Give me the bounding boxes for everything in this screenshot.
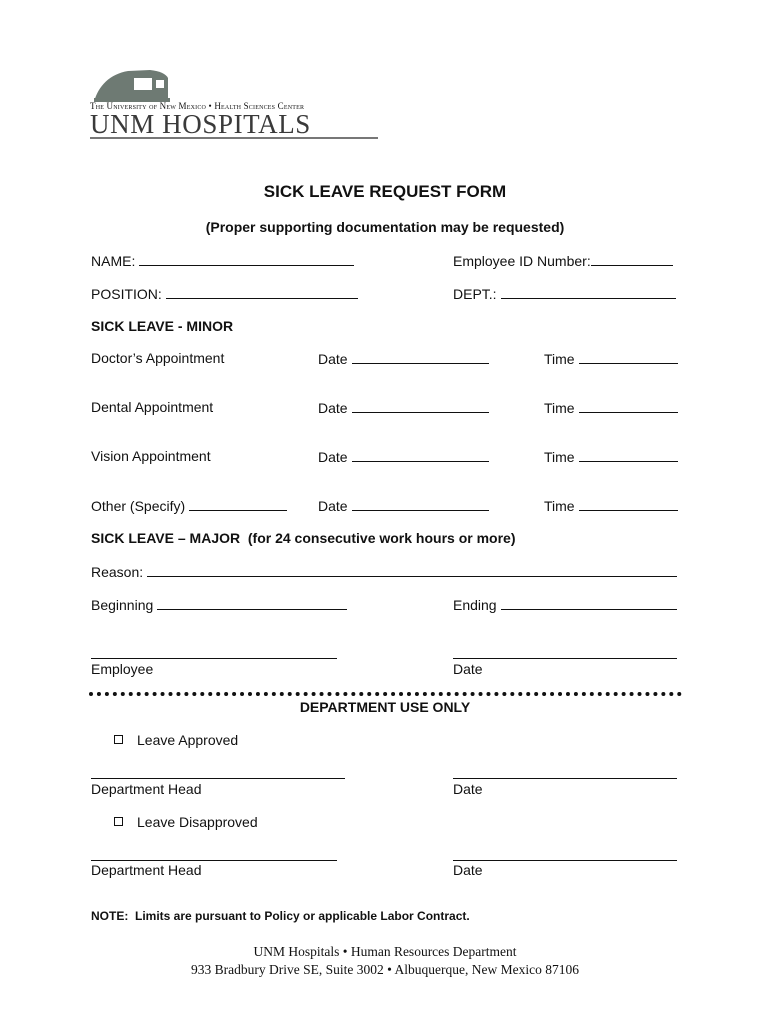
other-specify-field[interactable]	[189, 497, 287, 511]
other-time	[544, 497, 678, 514]
vision-label: Vision Appointment	[91, 448, 211, 464]
ending-field[interactable]	[501, 596, 677, 610]
doctor-label: Doctor’s Appointment	[91, 350, 225, 366]
name-field[interactable]	[139, 252, 354, 266]
dotted-divider	[89, 692, 682, 696]
time-label: Time	[544, 498, 575, 514]
employee-date-line[interactable]	[453, 658, 677, 659]
date-label: Date	[318, 351, 348, 367]
disapproved-date-line[interactable]	[453, 860, 677, 861]
dental-row-label	[91, 399, 213, 415]
beginning-label: Beginning	[91, 597, 154, 613]
approved-date-label: Date	[453, 781, 483, 797]
disapproved-checkbox[interactable]	[114, 817, 123, 826]
note-text: NOTE: Limits are pursuant to Policy or applicable Labor Contract.	[91, 909, 470, 923]
employee-id-row	[453, 252, 673, 269]
date-label: Date	[318, 400, 348, 416]
employee-id-field[interactable]	[591, 252, 673, 266]
building-logo-icon	[90, 68, 172, 102]
employee-signature-line[interactable]	[91, 658, 337, 659]
dental-label: Dental Appointment	[91, 399, 214, 415]
dental-date	[318, 399, 489, 416]
other-row-label	[91, 497, 287, 514]
dental-date-field[interactable]	[352, 399, 489, 413]
beginning-field[interactable]	[157, 596, 347, 610]
position-field[interactable]	[166, 285, 358, 299]
ending-label: Ending	[453, 597, 497, 613]
approved-date-line[interactable]	[453, 778, 677, 779]
logo-name: UNM HOSPITALS	[90, 109, 311, 139]
approved-head-label: Department Head	[91, 781, 202, 797]
position-row	[91, 285, 358, 302]
other-date-field[interactable]	[352, 497, 489, 511]
vision-date	[318, 448, 489, 465]
logo-tagline: The University of New Mexico • Health Sciences Center	[90, 101, 305, 111]
disapproved-date-label: Date	[453, 862, 483, 878]
time-label: Time	[544, 400, 575, 416]
beginning-row	[91, 596, 347, 613]
ending-row	[453, 596, 677, 613]
approved-checkbox[interactable]	[114, 735, 123, 744]
dental-time	[544, 399, 678, 416]
dept-row	[453, 285, 676, 302]
doctor-date	[318, 350, 489, 367]
employee-label: Employee	[91, 661, 154, 677]
disapproved-label: Leave Disapproved	[137, 814, 258, 830]
name-label: NAME:	[91, 253, 136, 269]
dept-field[interactable]	[501, 285, 676, 299]
other-label: Other (Specify)	[91, 498, 186, 514]
time-label: Time	[544, 351, 575, 367]
footer-line-2: 933 Bradbury Drive SE, Suite 3002 • Albuquerque, New Mexico 87106	[191, 962, 579, 977]
reason-label: Reason:	[91, 564, 144, 580]
employee-id-label: Employee ID Number:	[453, 253, 591, 269]
major-heading: SICK LEAVE – MAJOR (for 24 consecutive work hours or more)	[91, 530, 516, 546]
name-row	[91, 252, 354, 269]
form-subtitle: (Proper supporting documentation may be requested)	[205, 219, 565, 235]
doctor-time	[544, 350, 678, 367]
position-label: POSITION:	[91, 286, 162, 302]
leave-approved-option[interactable]	[114, 732, 238, 748]
approved-label: Leave Approved	[137, 732, 239, 748]
reason-row	[91, 563, 677, 580]
footer-line-1: UNM Hospitals • Human Resources Department	[253, 944, 517, 959]
employee-date-label: Date	[453, 661, 483, 677]
vision-time	[544, 448, 678, 465]
reason-field[interactable]	[147, 563, 677, 577]
logo-underline	[90, 137, 378, 139]
doctor-time-field[interactable]	[579, 350, 678, 364]
unm-hospitals-logo	[88, 68, 380, 142]
approved-head-signature-line[interactable]	[91, 778, 345, 779]
vision-time-field[interactable]	[579, 448, 678, 462]
dental-time-field[interactable]	[579, 399, 678, 413]
other-date	[318, 497, 489, 514]
leave-disapproved-option[interactable]	[114, 814, 258, 830]
doctor-row-label	[91, 350, 224, 366]
date-label: Date	[318, 449, 348, 465]
time-label: Time	[544, 449, 575, 465]
dept-label: DEPT.:	[453, 286, 497, 302]
other-time-field[interactable]	[579, 497, 678, 511]
doctor-date-field[interactable]	[352, 350, 489, 364]
vision-row-label	[91, 448, 211, 464]
disapproved-head-label: Department Head	[91, 862, 202, 878]
minor-heading: SICK LEAVE - MINOR	[91, 318, 234, 334]
department-heading: DEPARTMENT USE ONLY	[299, 699, 471, 715]
date-label: Date	[318, 498, 348, 514]
form-title: SICK LEAVE REQUEST FORM	[263, 182, 507, 201]
vision-date-field[interactable]	[352, 448, 489, 462]
disapproved-head-signature-line[interactable]	[91, 860, 337, 861]
